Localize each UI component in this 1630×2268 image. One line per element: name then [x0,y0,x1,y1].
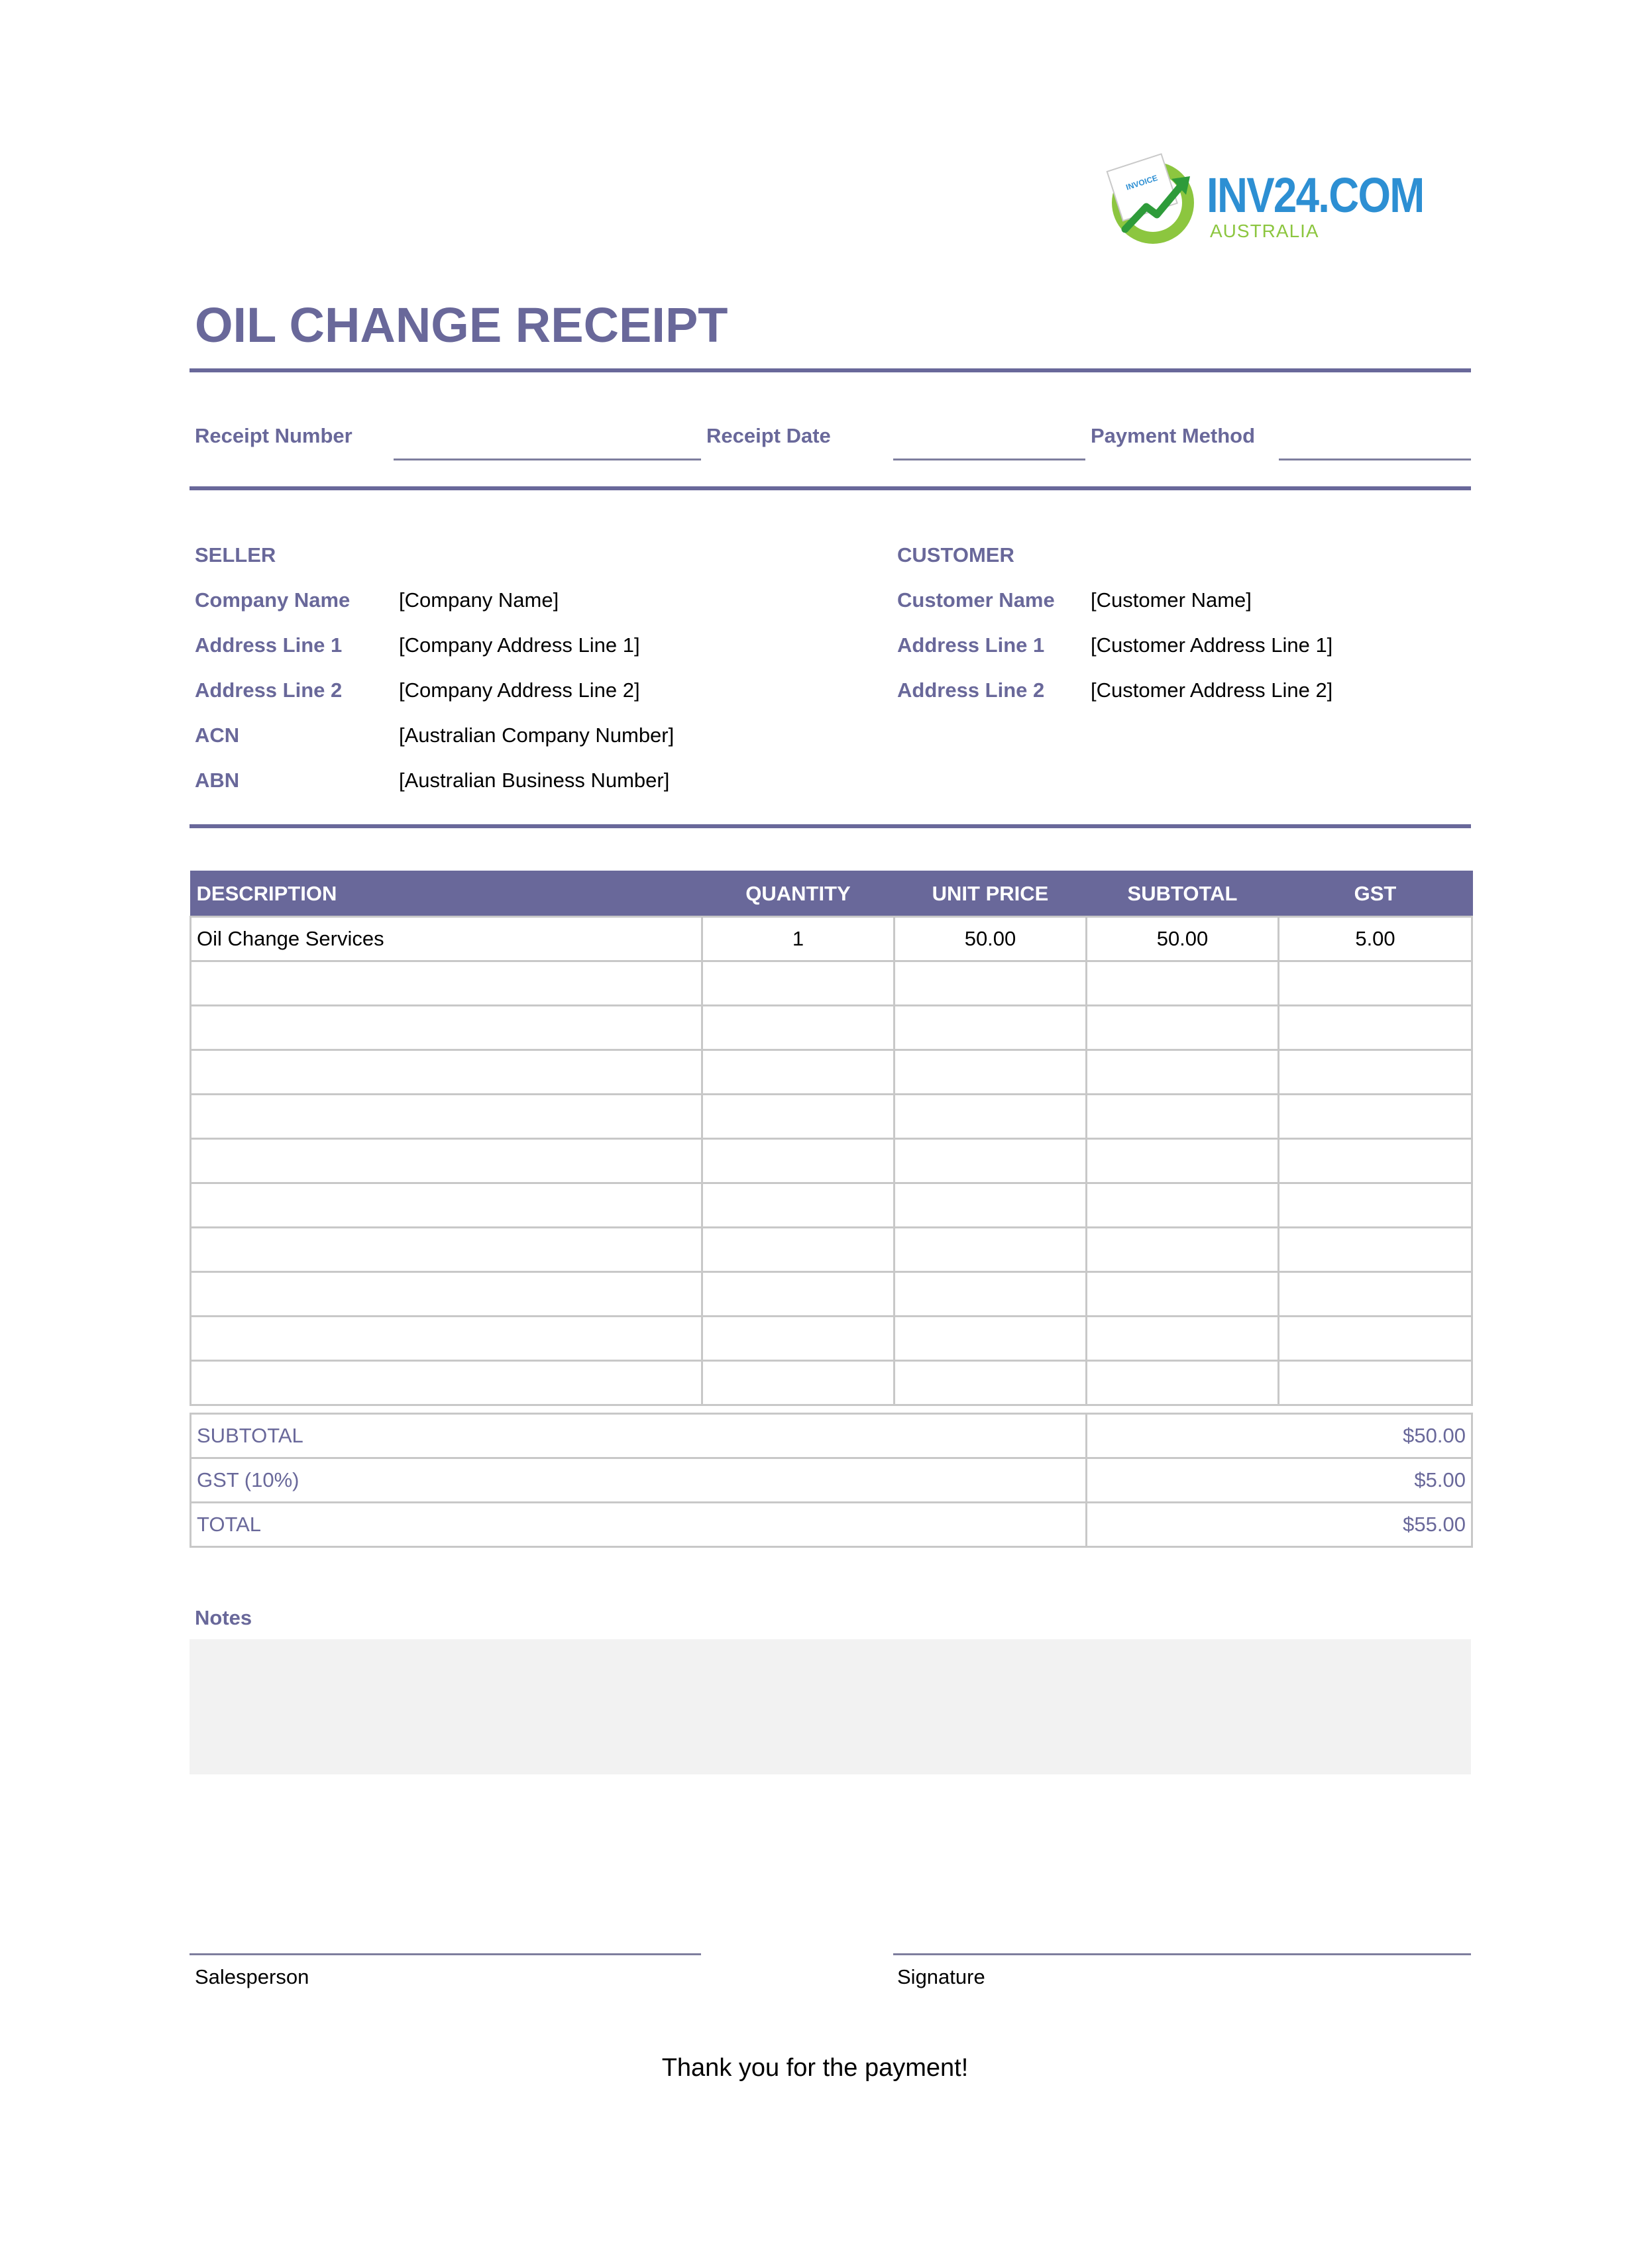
cell-subtotal[interactable] [1087,1050,1279,1095]
cell-description[interactable] [191,1139,702,1183]
seller-label-abn: ABN [195,769,240,792]
totals-row-total [191,1503,1472,1547]
cell-gst[interactable] [1279,1272,1472,1317]
cell-description[interactable] [191,1361,702,1405]
customer-value-address-2: [Customer Address Line 2] [1091,678,1333,702]
seller-value-address-2: [Company Address Line 2] [399,678,640,702]
table-row [191,1317,1472,1361]
title-divider [190,368,1471,372]
cell-subtotal[interactable] [1087,1317,1279,1361]
cell-quantity[interactable] [702,961,895,1006]
cell-quantity[interactable]: 1 [702,917,895,961]
seller-value-abn: [Australian Business Number] [399,769,670,792]
party-divider [190,824,1471,828]
salesperson-label: Salesperson [195,1965,309,1988]
payment-method-field[interactable] [1279,459,1471,460]
cell-description[interactable] [191,1183,702,1228]
cell-unit-price[interactable] [895,1095,1087,1139]
cell-unit-price[interactable] [895,1317,1087,1361]
meta-divider [190,486,1471,490]
cell-unit-price[interactable] [895,961,1087,1006]
table-row [191,1228,1472,1272]
payment-method-label: Payment Method [1091,424,1256,447]
table-row [191,1272,1472,1317]
cell-gst[interactable] [1279,961,1472,1006]
cell-unit-price[interactable] [895,1139,1087,1183]
table-row [191,961,1472,1006]
gst-label: GST (10%) [191,1458,1087,1503]
receipt-date-field[interactable] [893,459,1085,460]
cell-description[interactable] [191,1317,702,1361]
cell-quantity[interactable] [702,1317,895,1361]
header-quantity: QUANTITY [702,871,895,917]
thank-you-message: Thank you for the payment! [661,2054,969,2082]
cell-quantity[interactable] [702,1272,895,1317]
cell-description[interactable] [191,1095,702,1139]
table-row [191,1095,1472,1139]
seller-label-address-2: Address Line 2 [195,678,343,702]
table-row [191,1183,1472,1228]
table-row [191,1006,1472,1050]
subtotal-amount: $50.00 [1087,1414,1472,1458]
cell-quantity[interactable] [702,1139,895,1183]
header-subtotal: SUBTOTAL [1087,871,1279,917]
header-description: DESCRIPTION [191,871,702,917]
cell-gst[interactable] [1279,1006,1472,1050]
seller-value-company-name: [Company Name] [399,588,559,612]
company-logo [1105,151,1424,250]
cell-gst[interactable] [1279,1228,1472,1272]
cell-description[interactable] [191,1272,702,1317]
cell-subtotal[interactable] [1087,1139,1279,1183]
table-header-row [191,871,1472,917]
receipt-date-label: Receipt Date [706,424,831,447]
seller-label-address-1: Address Line 1 [195,633,343,657]
customer-value-address-1: [Customer Address Line 1] [1091,633,1333,657]
subtotal-label: SUBTOTAL [191,1414,1087,1458]
customer-label-address-2: Address Line 2 [897,678,1045,702]
cell-unit-price[interactable] [895,1272,1087,1317]
cell-gst[interactable] [1279,1050,1472,1095]
cell-quantity[interactable] [702,1050,895,1095]
cell-gst[interactable] [1279,1139,1472,1183]
cell-unit-price[interactable] [895,1006,1087,1050]
cell-unit-price[interactable]: 50.00 [895,917,1087,961]
items-table [190,871,1473,1406]
cell-unit-price[interactable] [895,1050,1087,1095]
cell-unit-price[interactable] [895,1228,1087,1272]
notes-label: Notes [195,1606,252,1629]
total-label: TOTAL [191,1503,1087,1547]
gst-amount: $5.00 [1087,1458,1472,1503]
signature-label: Signature [897,1965,985,1988]
cell-description[interactable] [191,961,702,1006]
seller-value-acn: [Australian Company Number] [399,724,675,747]
cell-description[interactable] [191,1050,702,1095]
cell-unit-price[interactable] [895,1183,1087,1228]
cell-gst[interactable] [1279,1095,1472,1139]
cell-quantity[interactable] [702,1228,895,1272]
cell-description[interactable]: Oil Change Services [191,917,702,961]
cell-quantity[interactable] [702,1183,895,1228]
cell-subtotal[interactable] [1087,1095,1279,1139]
header-unit-price: UNIT PRICE [895,871,1087,917]
cell-subtotal[interactable] [1087,1183,1279,1228]
table-row [191,1139,1472,1183]
cell-gst[interactable] [1279,1183,1472,1228]
notes-field[interactable] [190,1639,1471,1774]
customer-value-name: [Customer Name] [1091,588,1252,612]
customer-label-name: Customer Name [897,588,1055,612]
totals-table [190,1413,1473,1548]
cell-subtotal[interactable] [1087,961,1279,1006]
cell-subtotal[interactable] [1087,1361,1279,1405]
totals-row-subtotal [191,1414,1472,1458]
logo-region-text: AUSTRALIA [1210,221,1319,241]
cell-description[interactable] [191,1006,702,1050]
cell-gst[interactable]: 5.00 [1279,917,1472,961]
customer-label-address-1: Address Line 1 [897,633,1045,657]
customer-heading: CUSTOMER [897,543,1014,567]
cell-description[interactable] [191,1228,702,1272]
cell-gst[interactable] [1279,1317,1472,1361]
cell-gst[interactable] [1279,1361,1472,1405]
seller-heading: SELLER [195,543,276,567]
table-row [191,1050,1472,1095]
salesperson-line[interactable] [190,1953,701,1955]
cell-unit-price[interactable] [895,1361,1087,1405]
cell-subtotal[interactable] [1087,1006,1279,1050]
totals-row-gst [191,1458,1472,1503]
logo-emblem-icon [1105,151,1205,250]
header-gst: GST [1279,871,1472,917]
signature-line[interactable] [893,1953,1471,1955]
cell-quantity[interactable] [702,1006,895,1050]
seller-label-acn: ACN [195,724,240,747]
cell-subtotal[interactable]: 50.00 [1087,917,1279,961]
logo-brand-text: INV24.COM [1207,168,1424,223]
page-title: OIL CHANGE RECEIPT [195,297,728,352]
cell-quantity[interactable] [702,1095,895,1139]
total-amount: $55.00 [1087,1503,1472,1547]
receipt-number-field[interactable] [394,459,701,460]
seller-value-address-1: [Company Address Line 1] [399,633,640,657]
receipt-number-label: Receipt Number [195,424,353,447]
logo-paper-text: INVOICE [1124,173,1159,192]
seller-label-company-name: Company Name [195,588,351,612]
cell-quantity[interactable] [702,1361,895,1405]
table-row [191,1361,1472,1405]
table-row [191,917,1472,961]
cell-subtotal[interactable] [1087,1228,1279,1272]
cell-subtotal[interactable] [1087,1272,1279,1317]
